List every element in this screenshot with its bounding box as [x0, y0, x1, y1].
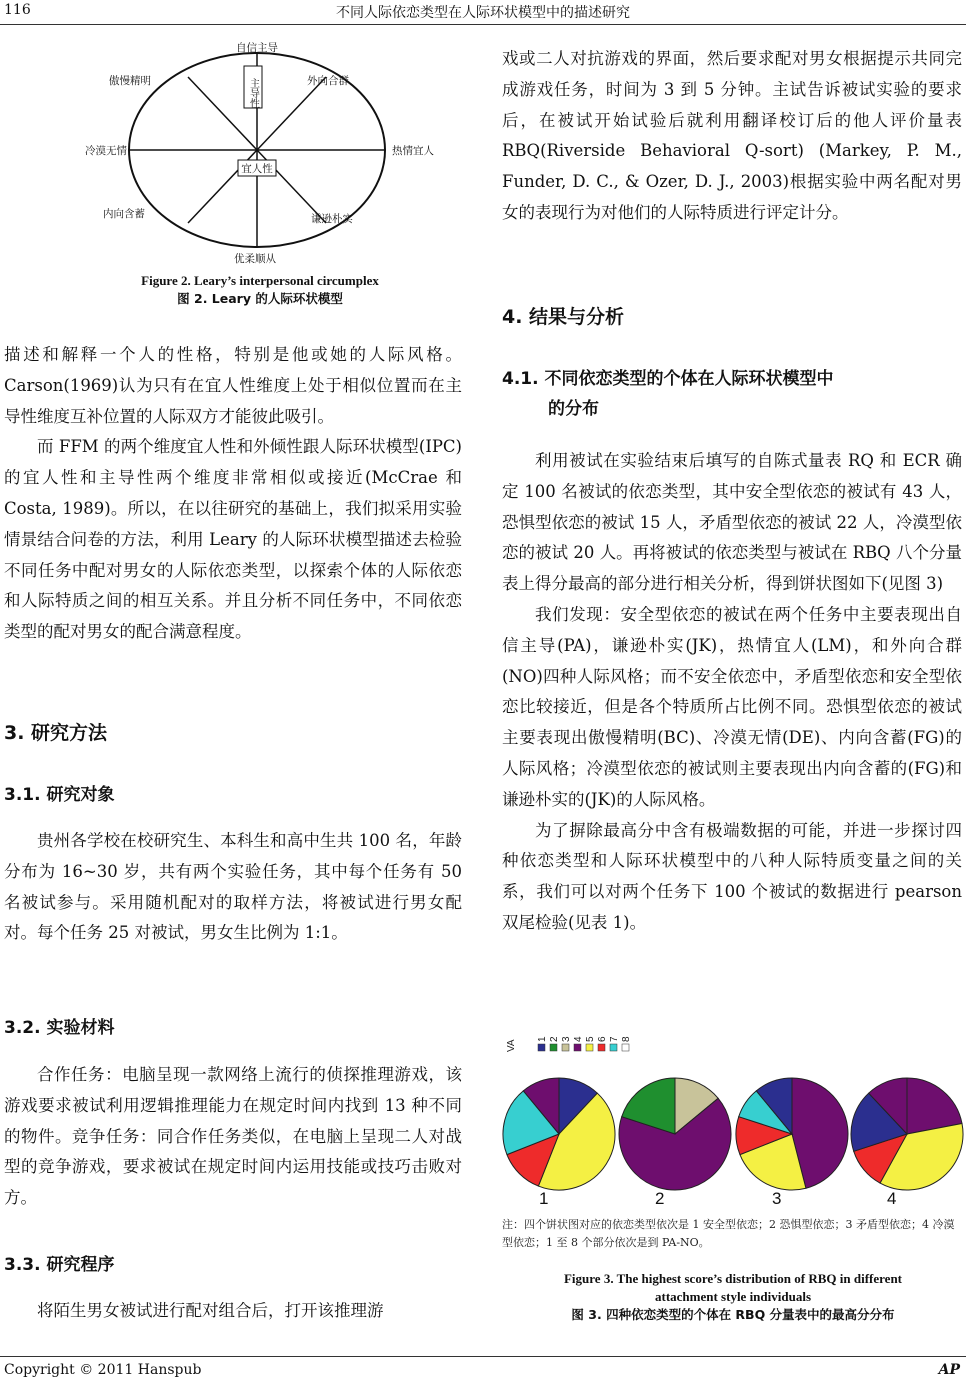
- subsection-heading-4-1: [502, 364, 834, 424]
- page-header: [0, 0, 966, 26]
- fig2-caption-en: Figure 2. Leary’s interpersonal circumplex: [141, 273, 379, 288]
- section-heading-3: 3. 研究方法: [4, 722, 108, 744]
- heading-line: 的分布: [548, 399, 599, 419]
- left-column-3-2: [4, 1060, 462, 1214]
- axis-dominance-label: 主导性: [247, 78, 259, 108]
- journal-abbrev: AP: [938, 1362, 960, 1378]
- paragraph: 合作任务：电脑呈现一款网络上流行的侦探推理游戏，该游戏要求被试利用逻辑推理能力在规定时间内找到 13 种不同的物件。竞争任务：同合作任务类似，在电脑上呈现二人对战型的竞争游戏，要求被试在规定时间内运用技能或技巧击败对方。: [4, 1065, 462, 1208]
- legend-label: 6: [597, 1036, 608, 1042]
- paragraph: 为了摒除最高分中含有极端数据的可能，并进一步探讨四种依恋类型和人际环状模型中的八种人际特质变量之间的关系，我们可以对两个任务下 100 个被试的数据进行 pearson 双尾检验(见表 1)。: [502, 820, 962, 932]
- copyright: Copyright © 2011 Hanspub: [4, 1362, 202, 1378]
- figure-3-note: 注：四个饼状图对应的依恋类型依次是 1 安全型依恋；2 恐惧型依恋；3 矛盾型依恋；4 冷漠型依恋；1 至 8 个部分依次是到 PA-NO。: [502, 1218, 955, 1249]
- legend-label: 8: [621, 1036, 632, 1042]
- left-column: [4, 340, 462, 648]
- running-title: 不同人际依恋类型在人际环状模型中的描述研究: [336, 5, 630, 21]
- paragraph: 而 FFM 的两个维度宜人性和外倾性跟人际环状模型(IPC)的宜人性和主导性两个维度非常相似或接近(McCrae 和 Costa, 1989)。所以，在以往研究的基础上，我们拟采用实验情景结合问卷的方法，利用 Leary 的人际环状模型描述去检验不同任务中配对男女的人际依恋类型，以探索个体的人际依恋和人际特质之间的相互关系。并且分析不同任务中，不同依恋类型的配对男女的配合满意程度。: [4, 437, 462, 642]
- pie-label: 4: [887, 1189, 897, 1208]
- legend-swatch: [598, 1044, 605, 1051]
- legend-label: 7: [609, 1036, 620, 1042]
- subsection-heading-3-2: 3.2. 实验材料: [4, 1018, 115, 1038]
- fig2-caption-cn: 图 2. Leary 的人际环状模型: [177, 291, 343, 306]
- paragraph: 我们发现：安全型依恋的被试在两个任务中主要表现出自信主导(PA)，谦逊朴实(JK)，热情宜人(LM)，和外向合群(NO)四种人际风格；而不安全依恋中，矛盾型依恋和安全型依恋比较接近，但是各个特质所占比例不同。恐惧型依恋的被试主要表现出傲慢精明(BC)、冷漠无情(DE)、内向含蓄(FG)的人际风格；冷漠型依恋的被试则主要表现出内向含蓄的(FG)和谦逊朴实的(JK)的人际风格。: [502, 604, 962, 809]
- right-column-4-1: [502, 446, 962, 939]
- paragraph: 戏或二人对抗游戏的界面，然后要求配对男女根据提示共同完成游戏任务，时间为 3 到 5 分钟。主试告诉被试实验的要求后，在被试开始试验后就利用翻译校订后的他人评价量表RBQ(Riverside Behavioral Q-sort) (Markey, P. M., Funder, D. C., & Ozer, D. J., 2003)根据实验中两名配对男女的表现行为对他们的人际特质进行评定计分。: [502, 49, 962, 222]
- paragraph: 利用被试在实验结束后填写的自陈式量表 RQ 和 ECR 确定 100 名被试的依恋类型，其中安全型依恋的被试有 43 人，恐惧型依恋的被试 15 人，矛盾型依恋的被试 22 人，冷漠型依恋的被试 20 人。再将被试的依恋类型与被试在 RBQ 八个分量表上得分最高的部分进行相关分析，得到饼状图如下(见图 3): [502, 451, 962, 594]
- fig3-caption-en-1: Figure 3. The highest score’s distribution of RBQ in different: [563, 1271, 902, 1286]
- label-bottom: 优柔顺从: [234, 253, 276, 265]
- paragraph: 描述和解释一个人的性格，特别是他或她的人际风格。Carson(1969)认为只有在宜人性维度上处于相似位置而在主导性维度互补位置的人际双方才能彼此吸引。: [4, 345, 462, 426]
- legend-swatch: [574, 1044, 581, 1051]
- legend-label: 3: [561, 1036, 572, 1042]
- page-number: 116: [4, 2, 31, 18]
- fig3-caption-en-2: attachment style individuals: [654, 1289, 811, 1304]
- label-left: 冷漠无情: [85, 145, 127, 157]
- pie-label: 3: [772, 1189, 782, 1208]
- legend-swatch: [610, 1044, 617, 1051]
- legend-swatch: [562, 1044, 569, 1051]
- legend-label: 4: [573, 1036, 584, 1042]
- paragraph: 贵州各学校在校研究生、本科生和高中生共 100 名，年龄分布为 16~30 岁，共有两个实验任务，其中每个任务有 50 名被试参与。采用随机配对的取样方法，将被试进行男女配对。每个任务 25 对被试，男女生比例为 1:1。: [4, 831, 462, 943]
- figure-3-pies: [502, 1034, 964, 1214]
- label-top-left: 傲慢精明: [109, 75, 151, 87]
- label-bottom-left: 内向含蓄: [103, 208, 145, 220]
- legend-label: 2: [549, 1036, 560, 1042]
- legend-label: 5: [585, 1036, 596, 1042]
- paragraph: 将陌生男女被试进行配对组合后，打开该推理游: [37, 1301, 384, 1320]
- heading-line: 4.1. 不同依恋类型的个体在人际环状模型中: [502, 369, 834, 389]
- fig3-caption-cn: 图 3. 四种依恋类型的个体在 RBQ 分量表中的最高分分布: [571, 1307, 895, 1322]
- legend-label: 1: [537, 1036, 548, 1042]
- section-heading-4: 4. 结果与分析: [502, 306, 625, 328]
- pie-label: 2: [655, 1189, 665, 1208]
- label-top-right: 外向合群: [307, 75, 349, 87]
- legend-swatch: [586, 1044, 593, 1051]
- right-column-top: [502, 44, 962, 229]
- subsection-heading-3-3: 3.3. 研究程序: [4, 1255, 115, 1275]
- subsection-heading-3-1: 3.1. 研究对象: [4, 785, 115, 805]
- left-column-3-1: [4, 826, 462, 949]
- left-column-3-3: [4, 1296, 462, 1327]
- legend-swatch: [550, 1044, 557, 1051]
- pie-label: 1: [539, 1189, 549, 1208]
- legend-swatch: [538, 1044, 545, 1051]
- legend-swatch: [622, 1044, 629, 1051]
- label-bottom-right: 谦逊朴实: [311, 213, 353, 225]
- pie-chart-group: [502, 1034, 964, 1214]
- axis-agreeable-label: 宜人性: [241, 163, 273, 175]
- figure-2-caption: [70, 272, 450, 308]
- footer-rule: [0, 1356, 966, 1357]
- label-right: 热情宜人: [392, 145, 434, 157]
- label-top: 自信主导: [236, 42, 278, 54]
- figure-3-caption: [502, 1270, 964, 1324]
- legend-title: VA: [506, 1039, 517, 1052]
- header-rule: [0, 24, 966, 25]
- figure-2-circumplex: [70, 36, 450, 266]
